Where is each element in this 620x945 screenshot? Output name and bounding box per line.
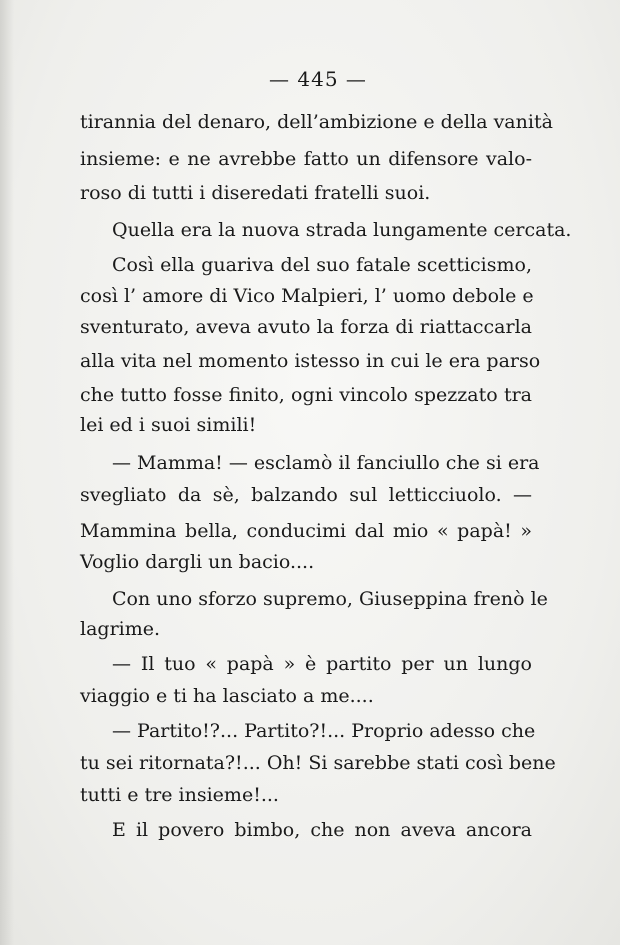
text-line: tirannia del denaro, dell’ambizione e della vanità	[80, 111, 553, 133]
page-edge-shadow	[0, 0, 14, 945]
text-line: che tutto fosse finito, ogni vincolo spezzato tra	[80, 384, 532, 406]
page-number: — 445 —	[269, 67, 367, 91]
text-line: viaggio e ti ha lasciato a me....	[80, 685, 374, 707]
text-line: Quella era la nuova strada lungamente cercata.	[112, 219, 572, 241]
text-line: E il povero bimbo, che non aveva ancora	[112, 819, 532, 841]
text-line: lagrime.	[80, 618, 161, 640]
text-line: svegliato da sè, balzando sul letticciuolo. —	[80, 484, 532, 506]
text-line: lei ed i suoi simili!	[80, 414, 257, 436]
text-line: — Il tuo « papà » è partito per un lungo	[112, 653, 532, 675]
text-line: — Mamma! — esclamò il fanciullo che si era	[112, 452, 540, 474]
text-line: roso di tutti i diseredati fratelli suoi.	[80, 182, 431, 204]
text-line: così l’ amore di Vico Malpieri, l’ uomo debole e	[80, 285, 534, 307]
text-line: tutti e tre insieme!...	[80, 784, 279, 806]
text-line: Con uno sforzo supremo, Giuseppina frenò le	[112, 588, 548, 610]
text-line: — Partito!?... Partito?!... Proprio adesso che	[112, 720, 536, 742]
text-line: alla vita nel momento istesso in cui le era parso	[80, 350, 541, 372]
text-line: tu sei ritornata?!... Oh! Si sarebbe stati così bene	[80, 752, 556, 774]
text-line: Così ella guariva del suo fatale scetticismo,	[112, 254, 532, 276]
text-line: insieme: e ne avrebbe fatto un difensore valo-	[80, 148, 532, 170]
text-line: Voglio dargli un bacio....	[80, 551, 315, 573]
text-line: Mammina bella, conducimi dal mio « papà! »	[80, 520, 532, 542]
text-line: sventurato, aveva avuto la forza di riattaccarla	[80, 316, 532, 338]
